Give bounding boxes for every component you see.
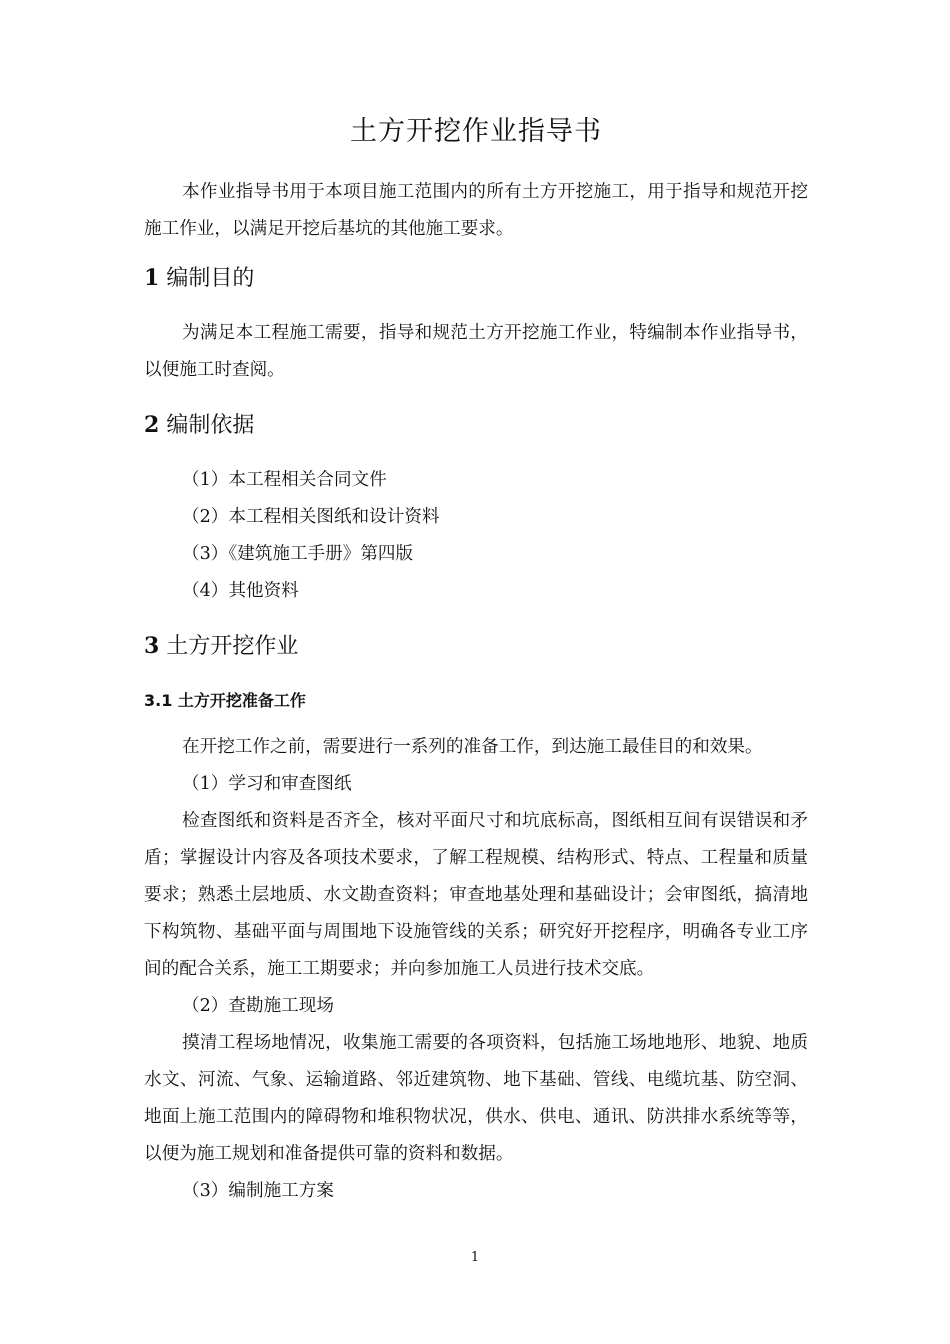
subsection-3-1-heading: 3.1 土方开挖准备工作 — [144, 691, 306, 710]
section-1-heading — [144, 258, 808, 299]
step-1-text: 检查图纸和资料是否齐全，核对平面尺寸和坑底标高，图纸相互间有误错误和矛盾；掌握设计内容及各项技术要求，了解工程规模、结构形式、特点、工程量和质量要求；熟悉土层地质、水文勘查资料；审查地基处理和基础设计；会审图纸，搞清地下构筑物、基础平面与周围地下设施管线的关系；研究好开挖程序，明确各专业工序间的配合关系，施工工期要求；并向参加施工人员进行技术交底。 — [144, 811, 808, 979]
intro-paragraph: 本作业指导书用于本项目施工范围内的所有土方开挖施工，用于指导和规范开挖施工作业，以满足开挖后基坑的其他施工要求。 — [144, 182, 808, 239]
section-3-number: 3 — [144, 633, 160, 659]
step-2-text: 摸清工程场地情况，收集施工需要的各项资料，包括施工场地地形、地貌、地质水文、河流、气象、运输道路、邻近建筑物、地下基础、管线、电缆坑基、防空洞、地面上施工范围内的障碍物和堆积物状况，供水、供电、通讯、防洪排水系统等等，以便为施工规划和准备提供可靠的资料和数据。 — [144, 1033, 808, 1164]
reference-item-3: （3）《建筑施工手册》第四版 — [182, 544, 414, 564]
reference-item-4: （4）其他资料 — [182, 581, 299, 601]
section-1-title: 编制目的 — [166, 266, 255, 291]
section-3-heading — [144, 626, 808, 667]
section-2-title: 编制依据 — [166, 413, 255, 438]
reference-item-2: （2）本工程相关图纸和设计资料 — [182, 507, 440, 527]
section-2-heading — [144, 405, 808, 446]
section-1-number: 1 — [144, 265, 160, 291]
step-2-label: （2）查勘施工现场 — [182, 996, 334, 1016]
reference-item-1: （1）本工程相关合同文件 — [182, 470, 387, 490]
document-body — [144, 112, 808, 1210]
subsection-intro: 在开挖工作之前，需要进行一系列的准备工作，到达施工最佳目的和效果。 — [182, 737, 763, 757]
page-number: 1 — [470, 1250, 480, 1265]
section-1-paragraph: 为满足本工程施工需要，指导和规范土方开挖施工作业，特编制本作业指导书，以便施工时查阅。 — [144, 323, 808, 380]
document-title: 土方开挖作业指导书 — [350, 116, 602, 147]
section-2-number: 2 — [144, 412, 160, 438]
step-3-label: （3）编制施工方案 — [182, 1181, 334, 1201]
step-1-label: （1）学习和审查图纸 — [182, 774, 352, 794]
section-3-title: 土方开挖作业 — [166, 634, 299, 659]
